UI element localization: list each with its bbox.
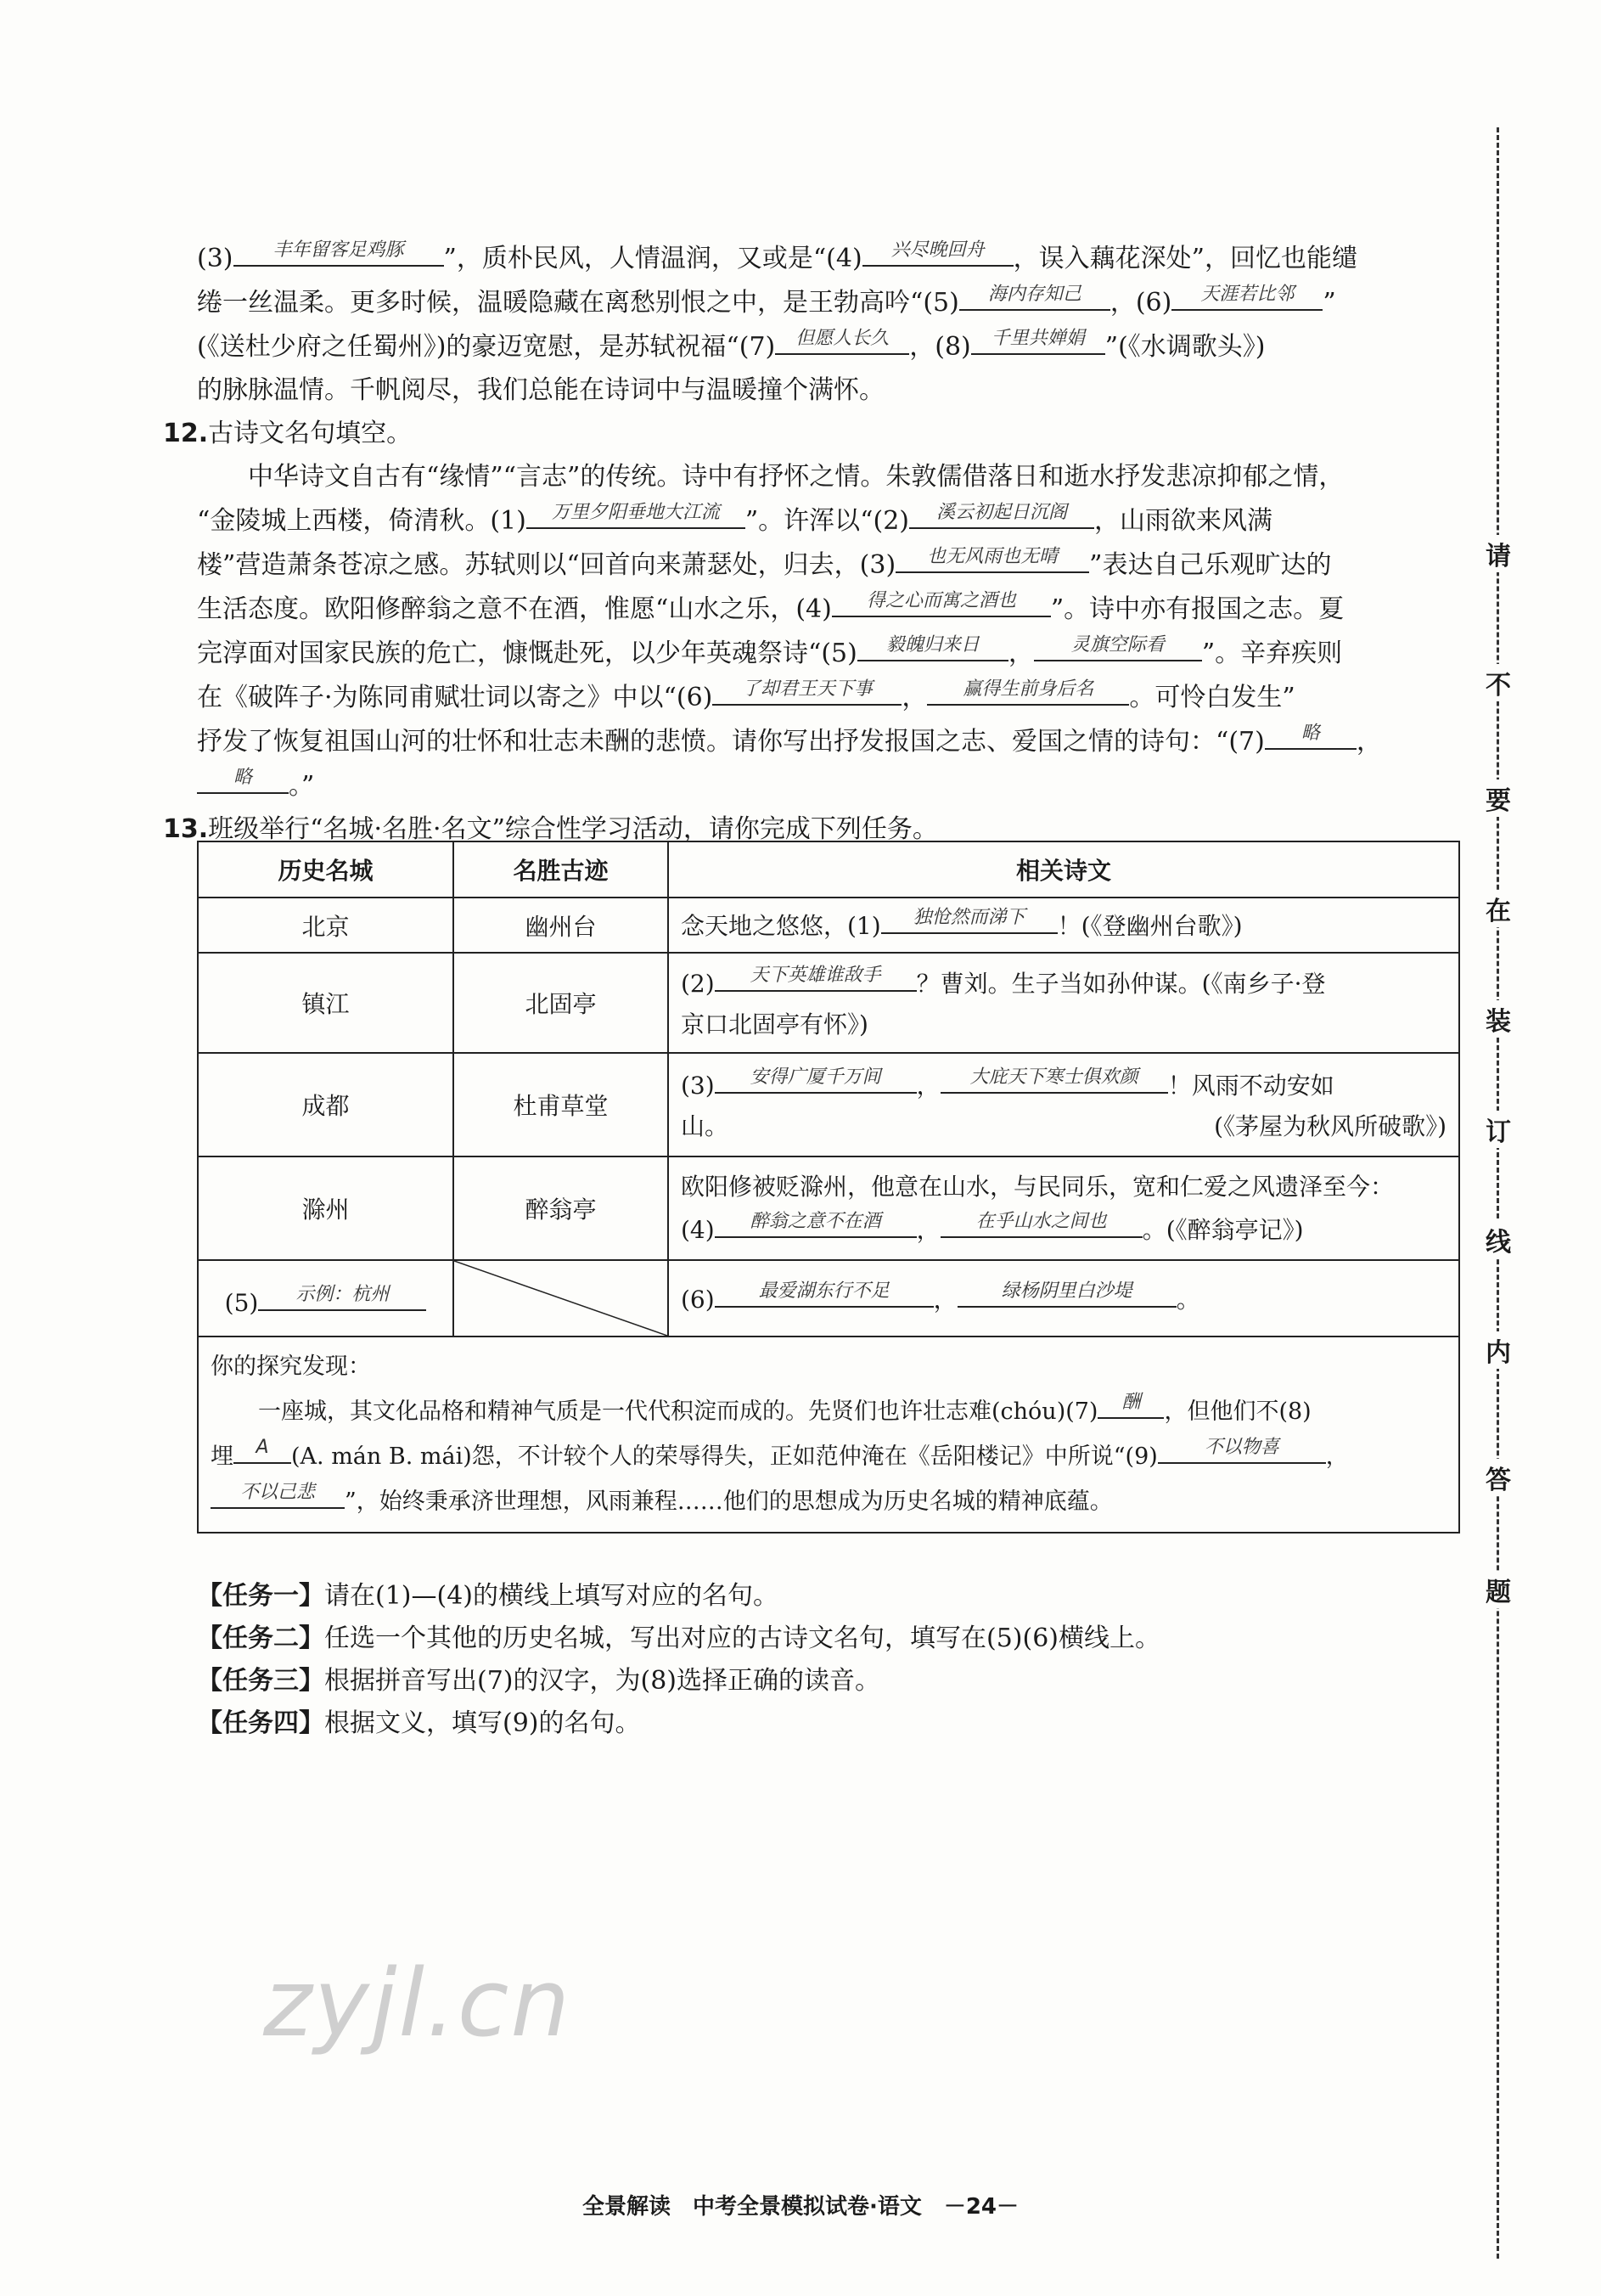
answer-blank[interactable]: 丰年留客足鸡豚 <box>233 236 444 267</box>
answer-blank[interactable]: A <box>233 1433 291 1464</box>
text: ， <box>902 683 928 712</box>
q12-line-5 <box>197 631 1462 675</box>
binding-line <box>1481 127 1515 2259</box>
text: ，但他们不(8) <box>1164 1398 1312 1425</box>
binding-char: 要 <box>1480 779 1517 817</box>
poem-cell <box>668 898 1459 953</box>
finding-line-3 <box>211 1478 1447 1523</box>
text: (4) <box>681 1215 715 1244</box>
answer-blank[interactable]: 毅魄归来日 <box>857 631 1008 661</box>
text: ！风雨不动安如 <box>1167 1071 1334 1100</box>
answer-blank[interactable]: 不以己悲 <box>211 1478 345 1509</box>
page-footer: 全景解读 中考全景模拟试卷·语文 －24－ <box>581 2194 1020 2220</box>
text: ，山雨欲来风满 <box>1094 506 1273 536</box>
text: 一座城，其文化品格和精神气质是一代代积淀而成的。先贤们也许壮志难(chóu)(7) <box>258 1398 1098 1425</box>
answer-blank[interactable]: 溪云初起日沉阁 <box>909 498 1094 529</box>
text: ” <box>1323 288 1336 318</box>
text: ？曹刘。生子当如孙仲谋。(《南乡子·登 <box>916 969 1326 998</box>
answer-blank[interactable]: 在乎山水之间也 <box>941 1207 1143 1238</box>
text: 。可怜白发生” <box>1129 683 1295 712</box>
text: (3) <box>681 1071 715 1100</box>
task-item <box>197 1575 1160 1618</box>
text: ”。诗中亦有报国之志。夏 <box>1050 594 1345 624</box>
text: 楼”营造萧条苍凉之感。苏轼则以“回首向来萧瑟处，归去，(3) <box>197 550 896 580</box>
text: 。” <box>289 771 315 801</box>
city-cell: 北京 <box>198 898 453 953</box>
text: 欧阳修被贬滁州，他意在山水，与民同乐，宽和仁爱之风遗泽至今： <box>681 1172 1395 1201</box>
text: (3) <box>197 244 233 273</box>
binding-char: 线 <box>1480 1221 1517 1258</box>
intro-line-1 <box>197 236 1462 280</box>
task-item <box>197 1702 1160 1745</box>
answer-blank[interactable]: 灵旗空际看 <box>1034 631 1202 661</box>
task-text: 根据拼音写出(7)的汉字，为(8)选择正确的读音。 <box>324 1666 880 1696</box>
text: (2) <box>681 969 715 998</box>
binding-char: 内 <box>1480 1331 1517 1369</box>
answer-blank[interactable]: 独怆然而涕下 <box>881 903 1058 934</box>
task-tag: 【任务四】 <box>197 1708 324 1738</box>
q12-line-3 <box>197 543 1462 587</box>
answer-blank[interactable]: 绿杨阴里白沙堤 <box>958 1277 1177 1308</box>
intro-line-2 <box>197 280 1462 324</box>
question-title: 班级举行“名城·名胜·名文”综合性学习活动，请你完成下列任务。 <box>208 814 938 844</box>
binding-char: 请 <box>1480 535 1517 572</box>
poem-cell <box>668 1053 1459 1156</box>
answer-blank[interactable]: 醉翁之意不在酒 <box>715 1207 917 1238</box>
answer-blank[interactable]: 万里夕阳垂地大江流 <box>526 498 745 529</box>
task-item <box>197 1618 1160 1660</box>
binding-char: 在 <box>1480 890 1517 927</box>
text: 完淳面对国家民族的危亡，慷慨赴死，以少年英魂祭诗“(5) <box>197 639 857 668</box>
text: 。(《醉翁亭记》) <box>1142 1215 1304 1244</box>
text: ”表达自己乐观旷达的 <box>1089 550 1332 580</box>
text: “金陵城上西楼，倚清秋。(1) <box>197 506 526 536</box>
table-header-row <box>198 841 1459 898</box>
q12-line-2 <box>197 498 1462 543</box>
text: ， <box>916 1071 941 1100</box>
text: ，误入藕花深处”，回忆也能缱 <box>1013 244 1358 273</box>
text: ”。许浑以“(2) <box>744 506 910 536</box>
answer-blank[interactable]: 得之心而寓之酒也 <box>832 587 1051 617</box>
text: (A. mán B. mái)怨，不计较个人的荣辱得失，正如范仲淹在《岳阳楼记》中所说“(9) <box>291 1443 1158 1470</box>
finding-row <box>198 1337 1459 1533</box>
poem-cell <box>668 953 1459 1053</box>
q12-line-4 <box>197 587 1462 631</box>
text: (《送杜少府之任蜀州》)的豪迈宽慰，是苏轼祝福“(7) <box>197 332 776 362</box>
task-tag: 【任务三】 <box>197 1666 324 1696</box>
text: ”。辛弃疾则 <box>1201 639 1343 668</box>
task-list <box>197 1575 1160 1745</box>
answer-blank[interactable]: 兴尽晚回舟 <box>862 236 1014 267</box>
answer-blank[interactable]: 了却君王天下事 <box>712 675 902 706</box>
text: 生活态度。欧阳修醉翁之意不在酒，惟愿“山水之乐，(4) <box>197 594 832 624</box>
answer-blank[interactable]: 示例：杭州 <box>258 1280 426 1311</box>
main-content <box>163 236 1462 851</box>
text: 埋 <box>211 1443 233 1470</box>
site-cell: 北固亭 <box>453 953 668 1053</box>
site-cell: 幽州台 <box>453 898 668 953</box>
poem-cell <box>668 1156 1459 1260</box>
text: ， <box>933 1285 958 1314</box>
text: 念天地之悠悠，(1) <box>681 912 881 940</box>
text: 绻一丝温柔。更多时候，温暖隐藏在离愁别恨之中，是王勃高吟“(5) <box>197 288 959 318</box>
diagonal-line <box>454 1261 667 1336</box>
binding-char: 答 <box>1480 1459 1517 1496</box>
finding-cell <box>198 1337 1459 1533</box>
text: ”，始终秉承济世理想，风雨兼程……他们的思想成为历史名城的精神底蕴。 <box>345 1488 1113 1515</box>
question-title: 古诗文名句填空。 <box>208 419 413 448</box>
answer-blank[interactable]: 酬 <box>1098 1388 1164 1419</box>
text: 抒发了恢复祖国山河的壮怀和壮志未酬的悲愤。请你写出抒发报国之志、爱国之情的诗句：“(7) <box>197 727 1265 757</box>
text: ”(《水调歌头》) <box>1104 332 1266 362</box>
table-row <box>198 1260 1459 1337</box>
answer-blank[interactable]: 但愿人长久 <box>775 324 909 355</box>
q12-line-1: 中华诗文自古有“缘情”“言志”的传统。诗中有抒怀之情。朱敦儒借落日和逝水抒发悲凉抑郁之情， <box>248 462 1345 492</box>
text: ！(《登幽州台歌》) <box>1057 912 1243 940</box>
table-row <box>198 898 1459 953</box>
question-number: 13. <box>163 814 209 844</box>
column-header: 相关诗文 <box>668 841 1459 898</box>
empty-diagonal-cell <box>453 1260 668 1337</box>
task-text: 根据文义，填写(9)的名句。 <box>324 1708 641 1738</box>
text: ，(8) <box>909 332 971 362</box>
column-header: 名胜古迹 <box>453 841 668 898</box>
finding-line-2 <box>211 1433 1447 1478</box>
text: ， <box>1008 639 1034 668</box>
site-cell: 醉翁亭 <box>453 1156 668 1260</box>
question-number: 12. <box>163 419 209 448</box>
task-item <box>197 1660 1160 1702</box>
answer-blank[interactable]: 略 <box>1265 719 1357 750</box>
city-cell: 镇江 <box>198 953 453 1053</box>
text: 在《破阵子·为陈同甫赋壮词以寄之》中以“(6) <box>197 683 713 712</box>
table-row <box>198 1156 1459 1260</box>
answer-blank[interactable]: 千里共婵娟 <box>971 324 1105 355</box>
column-header: 历史名城 <box>198 841 453 898</box>
table-row <box>198 953 1459 1053</box>
task-text: 请在(1)—(4)的横线上填写对应的名句。 <box>324 1581 778 1611</box>
city-poem-table <box>197 841 1460 1533</box>
text: ”，质朴民风，人情温润，又或是“(4) <box>443 244 862 273</box>
poem-cell <box>668 1260 1459 1337</box>
watermark: zyjl.cn <box>263 1949 572 2057</box>
answer-blank[interactable]: 天涯若比邻 <box>1171 280 1323 311</box>
answer-blank[interactable]: 赢得生前身后名 <box>927 675 1129 706</box>
q12-line-6 <box>197 675 1462 719</box>
city-cell <box>198 1260 453 1337</box>
answer-blank[interactable]: 大庇天下寒士俱欢颜 <box>941 1063 1168 1094</box>
binding-char: 题 <box>1480 1571 1517 1608</box>
binding-char: 装 <box>1480 1000 1517 1038</box>
answer-blank[interactable]: 海内存知己 <box>959 280 1110 311</box>
answer-blank[interactable]: 安得广厦千万间 <box>715 1063 917 1094</box>
intro-line-3 <box>197 324 1462 369</box>
text: 山。 <box>681 1111 729 1140</box>
binding-char: 订 <box>1480 1111 1517 1148</box>
binding-char: 不 <box>1480 664 1517 701</box>
source-text: (《茅屋为秋风所破歌》) <box>1214 1111 1447 1140</box>
city-cell: 成都 <box>198 1053 453 1156</box>
question-12-title <box>163 412 1462 455</box>
text: (6) <box>681 1285 715 1314</box>
dashed-divider <box>1497 127 1499 2259</box>
task-text: 任选一个其他的历史名城，写出对应的古诗文名句，填写在(5)(6)横线上。 <box>324 1624 1160 1653</box>
text: ， <box>1356 727 1382 757</box>
q12-line-8 <box>197 763 1462 808</box>
answer-blank[interactable]: 最爱湖东行不足 <box>715 1277 934 1308</box>
text: ， <box>916 1215 941 1244</box>
text: (5) <box>224 1288 259 1317</box>
finding-title: 你的探究发现： <box>211 1353 371 1380</box>
text: ， <box>1325 1443 1349 1470</box>
text: 京口北固亭有怀》) <box>681 1010 868 1038</box>
finding-line-1 <box>211 1388 1447 1433</box>
answer-blank[interactable]: 略 <box>197 763 289 794</box>
q12-line-7 <box>197 719 1462 763</box>
answer-blank[interactable]: 天下英雄谁敌手 <box>715 961 917 992</box>
intro-line-4: 的脉脉温情。千帆阅尽，我们总能在诗词中与温暖撞个满怀。 <box>197 375 885 405</box>
text: ，(6) <box>1109 288 1172 318</box>
table-row <box>198 1053 1459 1156</box>
text: 。 <box>1176 1285 1200 1314</box>
answer-blank[interactable]: 也无风雨也无晴 <box>896 543 1089 573</box>
task-tag: 【任务一】 <box>197 1581 324 1611</box>
site-cell: 杜甫草堂 <box>453 1053 668 1156</box>
city-cell: 滁州 <box>198 1156 453 1260</box>
answer-blank[interactable]: 不以物喜 <box>1158 1433 1326 1464</box>
task-tag: 【任务二】 <box>197 1624 324 1653</box>
